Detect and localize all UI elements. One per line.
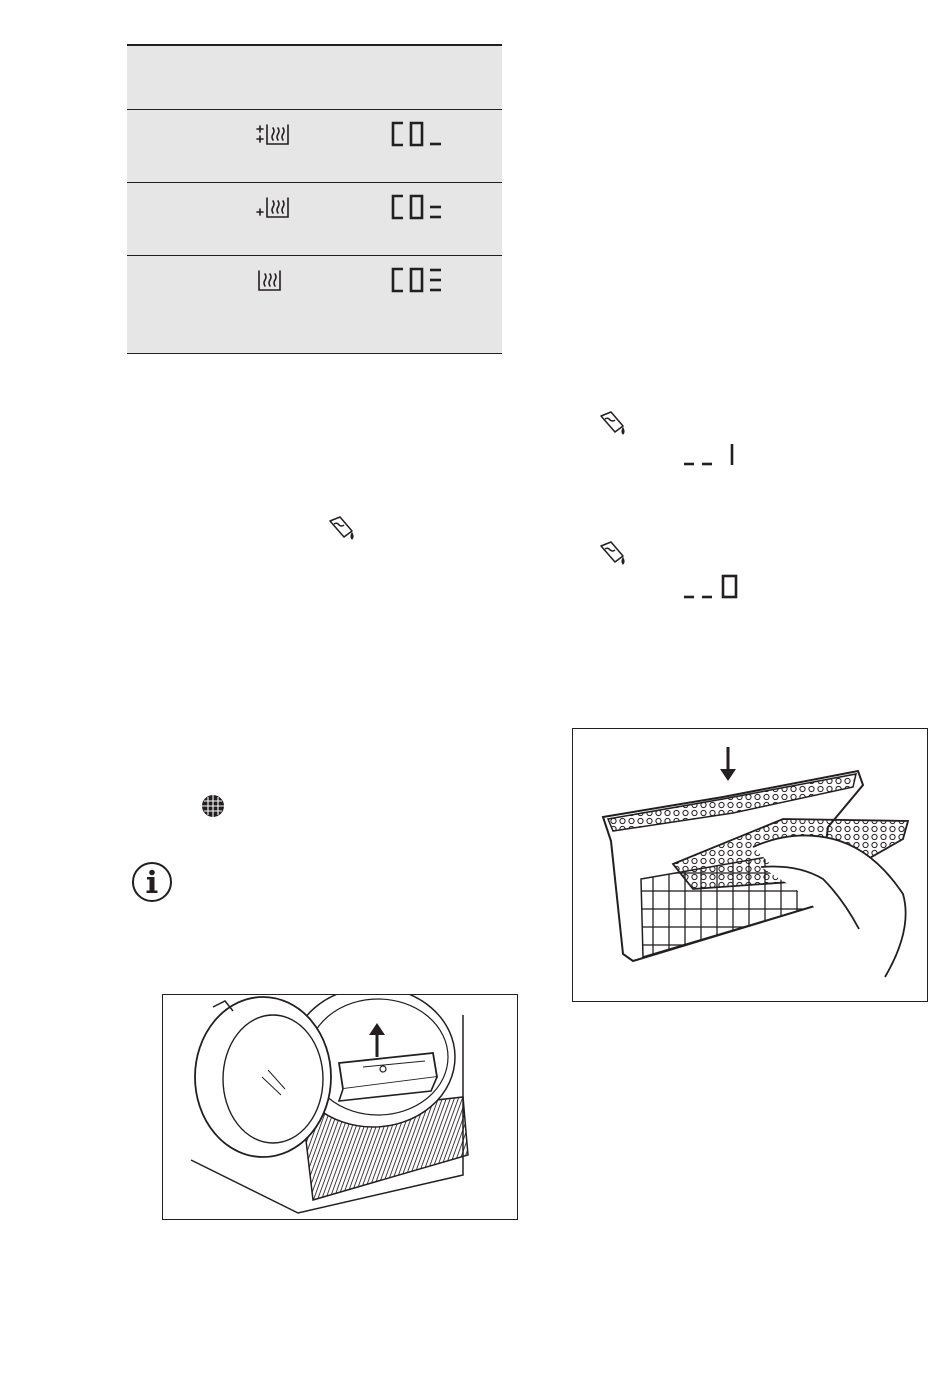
display-water-off-icon: [680, 572, 742, 602]
dryer-filter-illustration: [162, 994, 518, 1220]
water-container-icon: [597, 410, 631, 440]
info-icon: [130, 860, 174, 904]
iron-dry-symbol-icon: [245, 266, 301, 302]
filter-cleaning-illustration: [572, 728, 928, 1002]
display-c0-high-icon: [389, 266, 453, 296]
table-row: [127, 255, 502, 352]
display-water-on-icon: [680, 440, 742, 470]
table-row: [127, 182, 502, 255]
table-row: [127, 109, 502, 182]
water-container-icon: [597, 540, 631, 570]
filter-hand-drawing: [573, 729, 927, 1001]
display-c0-low-icon: [389, 120, 453, 150]
dryness-level-table: [127, 44, 502, 354]
display-c0-mid-icon: [389, 193, 453, 223]
extra-dry-symbol-icon: [245, 120, 301, 156]
filter-icon: [199, 792, 227, 820]
water-container-icon: [326, 515, 360, 545]
cupboard-dry-symbol-icon: [245, 193, 301, 229]
dryer-drawing: [163, 995, 517, 1219]
